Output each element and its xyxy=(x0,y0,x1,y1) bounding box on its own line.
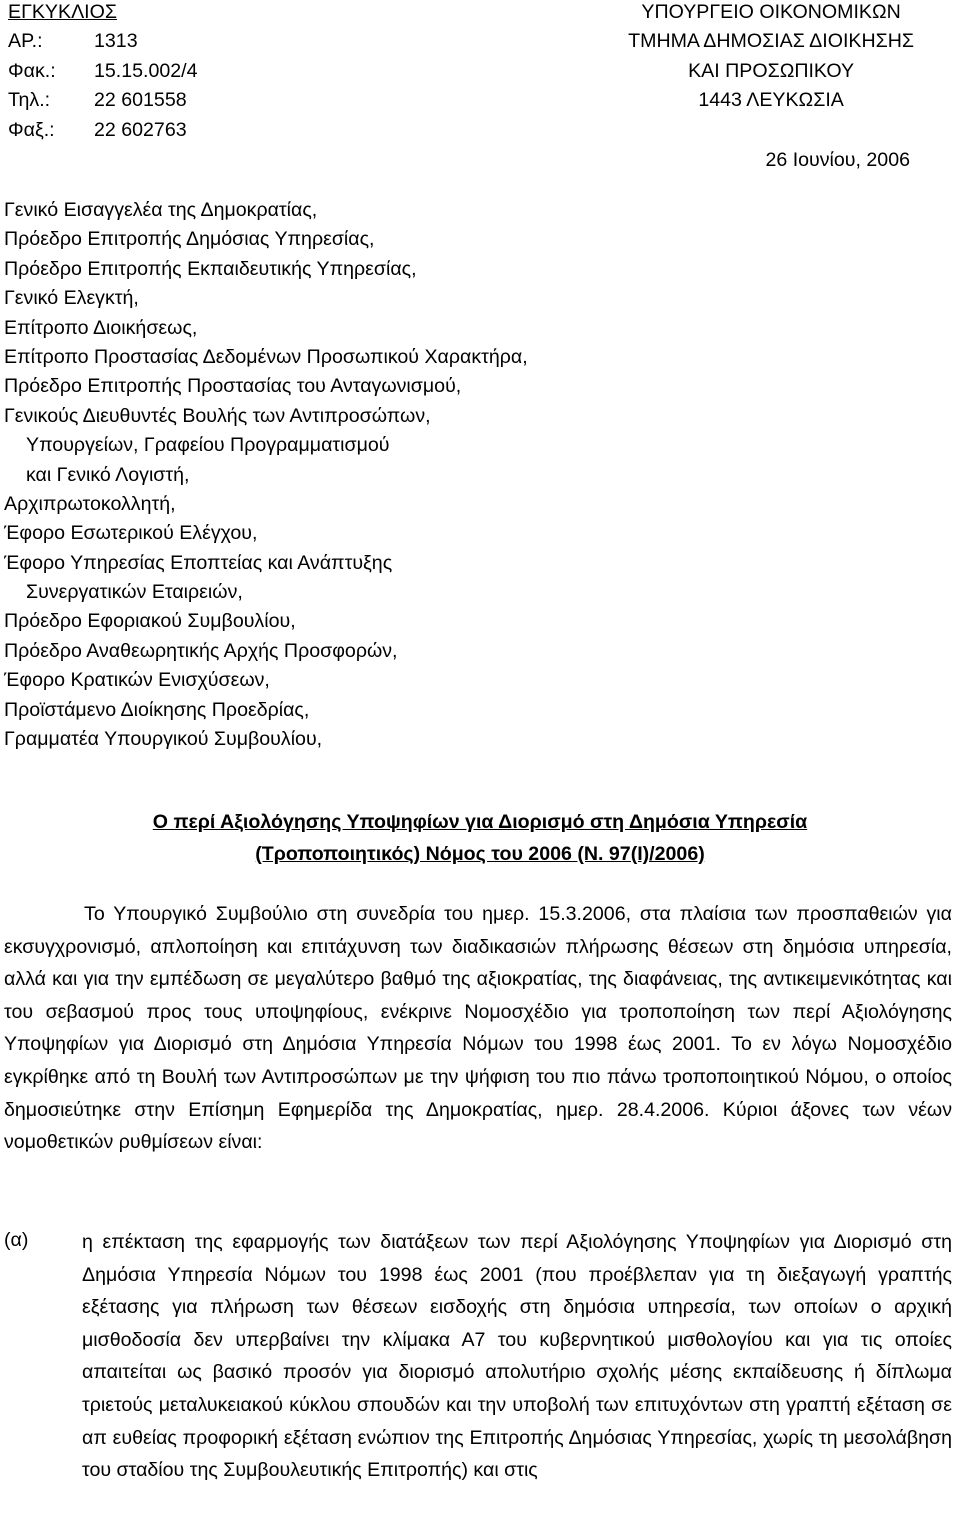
ministry-address xyxy=(628,0,914,116)
department-name-cont: ΚΑΙ ΠΡΟΣΩΠΙΚΟΥ xyxy=(688,59,855,82)
recipient-item: Πρόεδρο Εφοριακού Συμβουλίου, xyxy=(4,610,296,633)
circular-title: ΕΓΚΥΚΛΙΟΣ xyxy=(8,1,117,23)
reference-number: ΑΡ.: 1313 xyxy=(8,30,138,53)
letterhead xyxy=(4,0,956,171)
recipient-item: Αρχιπρωτοκολλητή, xyxy=(4,492,176,515)
recipient-item: Γενικό Εισαγγελέα της Δημοκρατίας, xyxy=(4,199,318,221)
recipient-item: Πρόεδρο Επιτροπής Εκπαιδευτικής Υπηρεσίας, xyxy=(4,257,417,280)
subject-line-1: Ο περί Αξιολόγησης Υποψηφίων για Διορισμό στη Δημόσια Υπηρεσία xyxy=(152,811,808,833)
fax: Φαξ.: 22 602763 xyxy=(8,118,187,141)
recipient-item: Συνεργατικών Εταιρειών, xyxy=(26,581,243,604)
subject-heading xyxy=(0,806,960,870)
recipient-item: Γενικούς Διευθυντές Βουλής των Αντιπροσώπων, xyxy=(4,404,431,427)
file-number: Φακ.: 15.15.002/4 xyxy=(8,59,198,82)
recipient-item: Επίτροπο Προστασίας Δεδομένων Προσωπικού Χαρακτήρα, xyxy=(4,345,528,368)
item-label: (α) xyxy=(4,1229,29,1251)
recipient-item: Πρόεδρο Επιτροπής Προστασίας του Ανταγωνισμού, xyxy=(4,375,462,398)
recipient-item: Πρόεδρο Επιτροπής Δημόσιας Υπηρεσίας, xyxy=(4,228,375,251)
item-text: η επέκταση της εφαρμογής των διατάξεων των περί Αξιολόγησης Υποψηφίων για Διορισμό στη Δημόσια Υπηρεσία Νόμων του 1998 έως 2001 (που προέβλεπαν για τη διεξαγωγή γραπτής εξέτασης για πλήρωση των θέσεων εισδοχής στη δημόσια υπηρεσία, των οποίων ο αρχική μισθοδοσία δεν υπερβαίνει την κλίμακα Α7 του κυβερνητικού μισθολογίου και για τις οποίες απαιτείται ως βασικό προσόν για διορισμό απολυτήριο σχολής μέσης εκπαίδευσης ή δίπλωμα τριετούς μεταλυκειακού κύκλου σπουδών και την υποβολή των επιτυχόντων στη γραπτή εξέταση σε απ ευθείας προφορική εξέταση ενώπιον της Επιτροπής Δημόσιας Υπηρεσίας, χωρίς τη μεσολάβηση του σταδίου της Συμβουλευτικής Επιτροπής) και στις xyxy=(82,1231,952,1482)
body-section xyxy=(4,898,952,1159)
recipient-item: Γενικό Ελεγκτή, xyxy=(4,287,139,310)
recipient-item: Πρόεδρο Αναθεωρητικής Αρχής Προσφορών, xyxy=(4,639,398,662)
recipient-item: και Γενικό Λογιστή, xyxy=(26,463,190,486)
recipient-item: Γραμματέα Υπουργικού Συμβουλίου, xyxy=(4,728,323,751)
reference-block xyxy=(8,0,198,145)
body-paragraph: Το Υπουργικό Συμβούλιο στη συνεδρία του ημερ. 15.3.2006, στα πλαίσια των προσπαθειών για εκσυγχρονισμό, απλοποίηση και επιτάχυνση των διαδικασιών πλήρωσης θέσεων στη δημόσια υπηρεσία, αλλά και για την εμπέδωση σε μεγαλύτερο βαθμό της αξιοκρατίας, της διαφάνειας, της αντικειμενικότητας και του σεβασμού προς τους υποψηφίους, ενέκρινε Νομοσχέδιο για τροποποίηση των περί Αξιολόγησης Υποψηφίων για Διορισμό στη Δημόσια Υπηρεσία Νόμων του 1998 έως 2001. Το εν λόγω Νομοσχέδιο εγκρίθηκε από τη Βουλή των Αντιπροσώπων με την ψήφιση του πιο πάνω τροποποιητικού Νόμου, ο οποίος δημοσιεύτηκε στην Επίσημη Εφημερίδα της Δημοκρατίας, ημερ. 28.4.2006. Κύριοι άξονες των νέων νομοθετικών ρυθμίσεων είναι: xyxy=(4,903,952,1154)
telephone: Τηλ.: 22 601558 xyxy=(8,89,187,112)
department-name: ΤΜΗΜΑ ΔΗΜΟΣΙΑΣ ΔΙΟΙΚΗΣΗΣ xyxy=(628,30,914,53)
letter-date: 26 Ιουνίου, 2006 xyxy=(765,149,910,171)
recipient-item: Προϊστάμενο Διοίκησης Προεδρίας, xyxy=(4,698,310,721)
recipient-item: Επίτροπο Διοικήσεως, xyxy=(4,316,198,339)
recipient-item: Έφορο Εσωτερικού Ελέγχου, xyxy=(4,522,258,545)
enumerated-item xyxy=(4,1226,952,1487)
recipient-item: Υπουργείων, Γραφείου Προγραμματισμού xyxy=(26,434,390,457)
recipient-item: Έφορο Υπηρεσίας Εποπτείας και Ανάπτυξης xyxy=(4,551,393,574)
postal-address: 1443 ΛΕΥΚΩΣΙΑ xyxy=(698,89,844,112)
subject-line-2: (Τροποποιητικός) Νόμος του 2006 (Ν. 97(Ι)/2006) xyxy=(255,843,705,865)
recipient-list xyxy=(4,196,528,754)
ministry-name: ΥΠΟΥΡΓΕΙΟ ΟΙΚΟΝΟΜΙΚΩΝ xyxy=(641,1,901,23)
recipient-item: Έφορο Κρατικών Ενισχύσεων, xyxy=(4,669,270,692)
